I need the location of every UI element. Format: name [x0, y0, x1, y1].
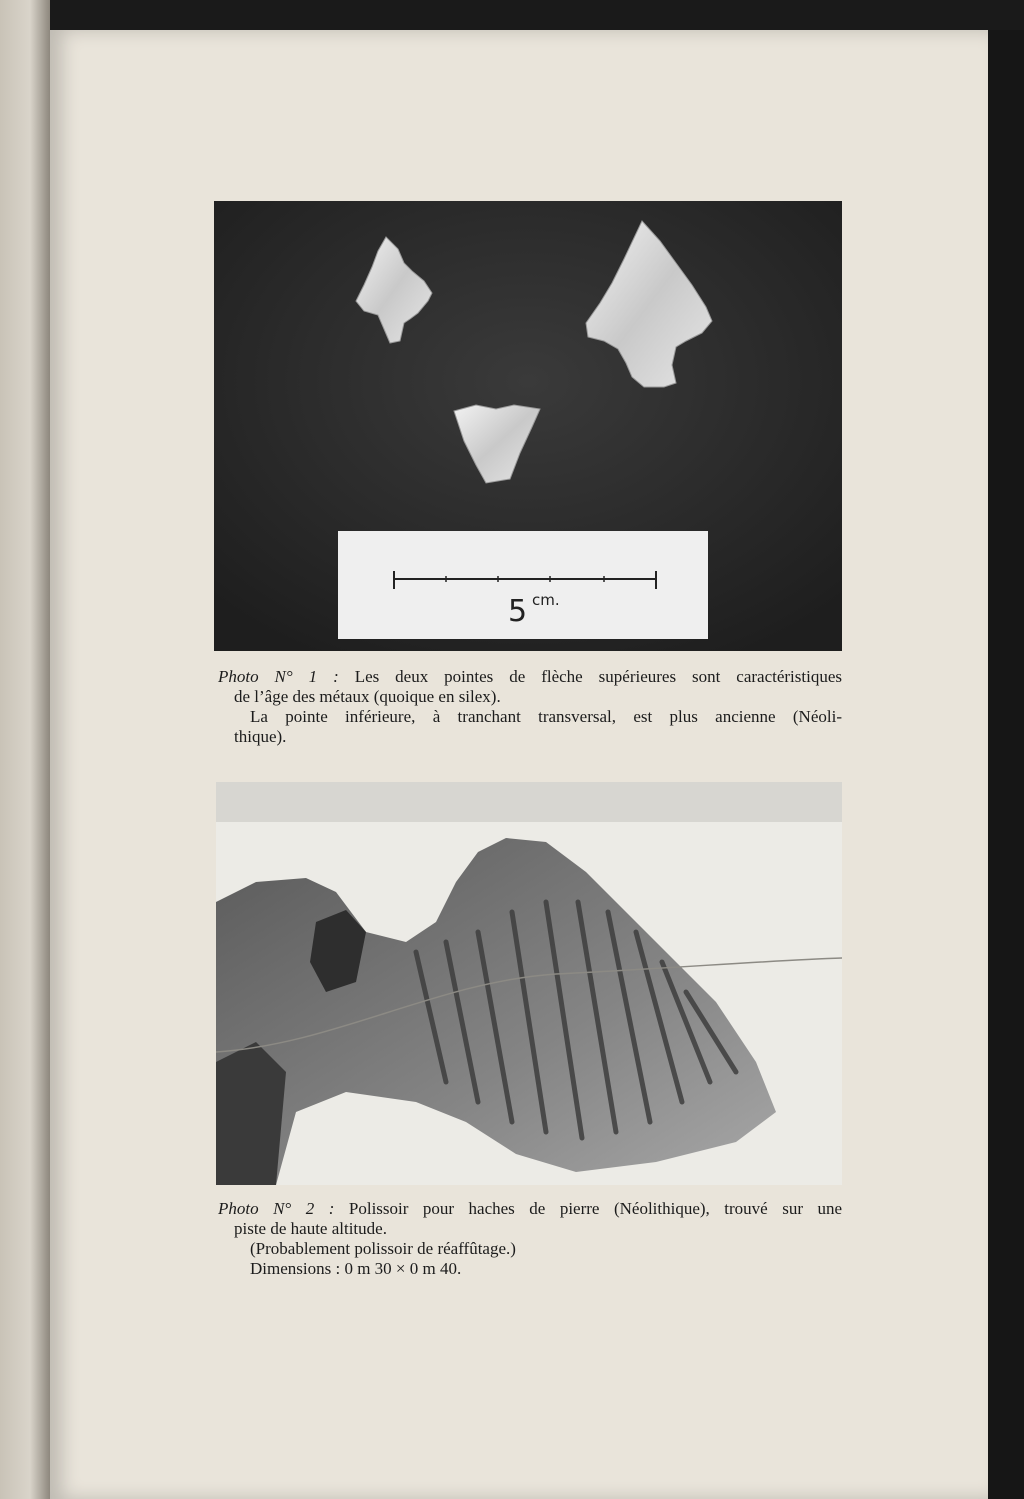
caption1-line2: de l’âge des métaux (quoique en silex).: [234, 687, 501, 706]
polishing-stone-illustration: [216, 782, 842, 1185]
caption2-line1: Polissoir pour haches de pierre (Néolithique), trouvé sur une: [348, 1199, 843, 1218]
polishing-stone-photo: [216, 782, 842, 1185]
scale-unit: cm.: [532, 591, 560, 609]
caption1-line4: thique).: [234, 727, 287, 746]
caption2-line2: piste de haute altitude.: [234, 1219, 387, 1238]
arrowheads-photo: [214, 201, 842, 651]
photo2-label: Photo N° 2 :: [218, 1199, 335, 1218]
scale-number: 5: [508, 594, 528, 629]
scan-background: [988, 30, 1024, 1499]
caption1-line3: La pointe inférieure, à tranchant transversal, est plus ancienne (Néoli-: [250, 707, 842, 726]
caption2-line3: (Probablement polissoir de réaffûtage.): [250, 1239, 516, 1258]
photo2-caption: [218, 1199, 842, 1279]
caption1-line1: Les deux pointes de flèche supérieures sont caractéristiques: [354, 667, 843, 686]
arrowheads-illustration: [214, 201, 842, 651]
photo1-caption: [218, 667, 842, 747]
photo1-label: Photo N° 1 :: [218, 667, 339, 686]
left-page-edge: [0, 0, 50, 1499]
caption2-line4: Dimensions : 0 m 30 × 0 m 40.: [250, 1259, 462, 1278]
